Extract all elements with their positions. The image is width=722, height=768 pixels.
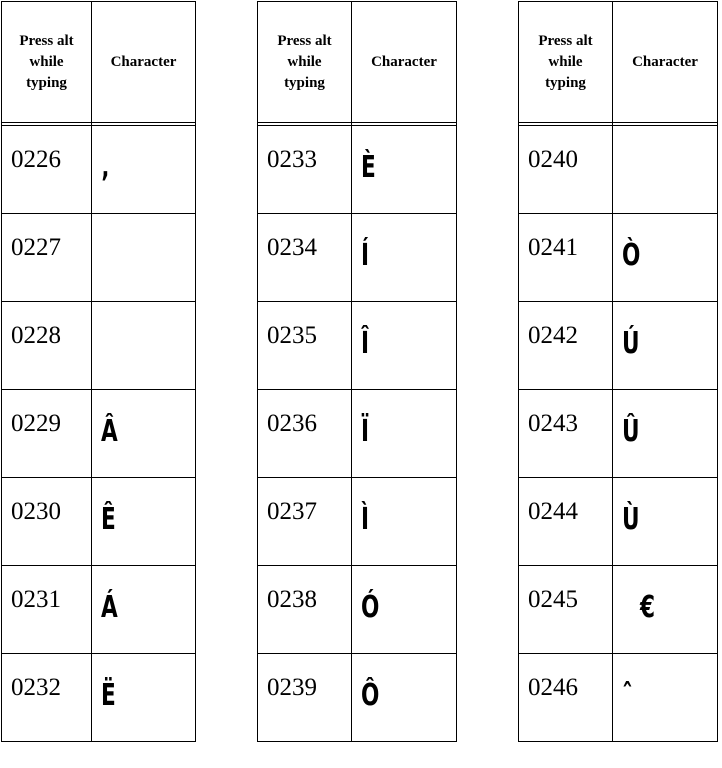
character-cell [613, 302, 718, 390]
table-row [519, 566, 718, 654]
character-cell [613, 214, 718, 302]
character-cell [92, 478, 196, 566]
table-row [519, 214, 718, 302]
table-row [2, 126, 196, 214]
alt-code: 0236 [258, 390, 352, 478]
header-character: Character [352, 2, 457, 123]
alt-code: 0233 [258, 126, 352, 214]
alt-code: 0244 [519, 478, 613, 566]
character-cell [613, 654, 718, 742]
character-cell [613, 390, 718, 478]
character-cell [352, 390, 457, 478]
table-row [2, 302, 196, 390]
header-press-alt: Press alt while typing [2, 2, 92, 123]
alt-code-table-3 [518, 1, 718, 742]
character-glyph: Â [101, 414, 118, 449]
alt-code-table-2 [257, 1, 457, 742]
alt-code: 0243 [519, 390, 613, 478]
character-glyph: Ù [622, 502, 640, 537]
alt-code: 0227 [2, 214, 92, 302]
table-row [519, 126, 718, 214]
character-cell [352, 566, 457, 654]
table-row [2, 654, 196, 742]
character-cell [352, 302, 457, 390]
character-glyph: ‚ [101, 150, 110, 185]
alt-code: 0235 [258, 302, 352, 390]
alt-code: 0240 [519, 126, 613, 214]
alt-code: 0238 [258, 566, 352, 654]
character-glyph: Ò [622, 238, 641, 273]
character-glyph: Ë [101, 678, 116, 713]
character-glyph: Í [361, 238, 370, 273]
header-character: Character [613, 2, 718, 123]
table-row [258, 214, 457, 302]
character-cell [613, 478, 718, 566]
table-row [258, 654, 457, 742]
alt-code: 0230 [2, 478, 92, 566]
character-glyph: Ô [361, 678, 380, 713]
alt-code: 0239 [258, 654, 352, 742]
table-row [519, 654, 718, 742]
alt-code: 0231 [2, 566, 92, 654]
header-row [2, 2, 196, 123]
alt-code: 0226 [2, 126, 92, 214]
header-press-alt: Press alt while typing [519, 2, 613, 123]
character-cell [352, 654, 457, 742]
character-glyph: Ó [361, 590, 380, 625]
alt-code: 0234 [258, 214, 352, 302]
character-cell [92, 390, 196, 478]
character-glyph: Ï [361, 414, 370, 449]
alt-code-table-1 [1, 1, 196, 742]
header-row [519, 2, 718, 123]
table-row [258, 478, 457, 566]
table-row [2, 478, 196, 566]
header-row [258, 2, 457, 123]
table-row [2, 390, 196, 478]
alt-code: 0229 [2, 390, 92, 478]
character-glyph: Ì [361, 502, 370, 537]
table-row [519, 478, 718, 566]
table-row [258, 566, 457, 654]
character-glyph: Ê [101, 502, 116, 537]
alt-code: 0241 [519, 214, 613, 302]
character-glyph: Î [361, 326, 370, 361]
table-row [258, 390, 457, 478]
alt-code: 0242 [519, 302, 613, 390]
character-cell [92, 126, 196, 214]
header-press-alt: Press alt while typing [258, 2, 352, 123]
character-glyph: ˆ [622, 678, 633, 713]
character-glyph: Á [101, 590, 118, 625]
character-glyph: € [640, 590, 656, 625]
table-row [258, 302, 457, 390]
character-glyph: Ú [622, 326, 640, 361]
alt-code: 0237 [258, 478, 352, 566]
table-row [258, 126, 457, 214]
table-row [2, 566, 196, 654]
character-cell [613, 126, 718, 214]
character-cell [92, 214, 196, 302]
character-cell [613, 566, 718, 654]
header-character: Character [92, 2, 196, 123]
table-row [519, 302, 718, 390]
character-cell [92, 302, 196, 390]
character-cell [92, 654, 196, 742]
alt-code: 0246 [519, 654, 613, 742]
character-glyph: È [361, 150, 376, 185]
character-cell [352, 478, 457, 566]
character-cell [92, 566, 196, 654]
character-cell [352, 214, 457, 302]
table-row [519, 390, 718, 478]
alt-code: 0245 [519, 566, 613, 654]
table-row [2, 214, 196, 302]
alt-code: 0228 [2, 302, 92, 390]
alt-code: 0232 [2, 654, 92, 742]
character-cell [352, 126, 457, 214]
character-glyph: Û [622, 414, 640, 449]
